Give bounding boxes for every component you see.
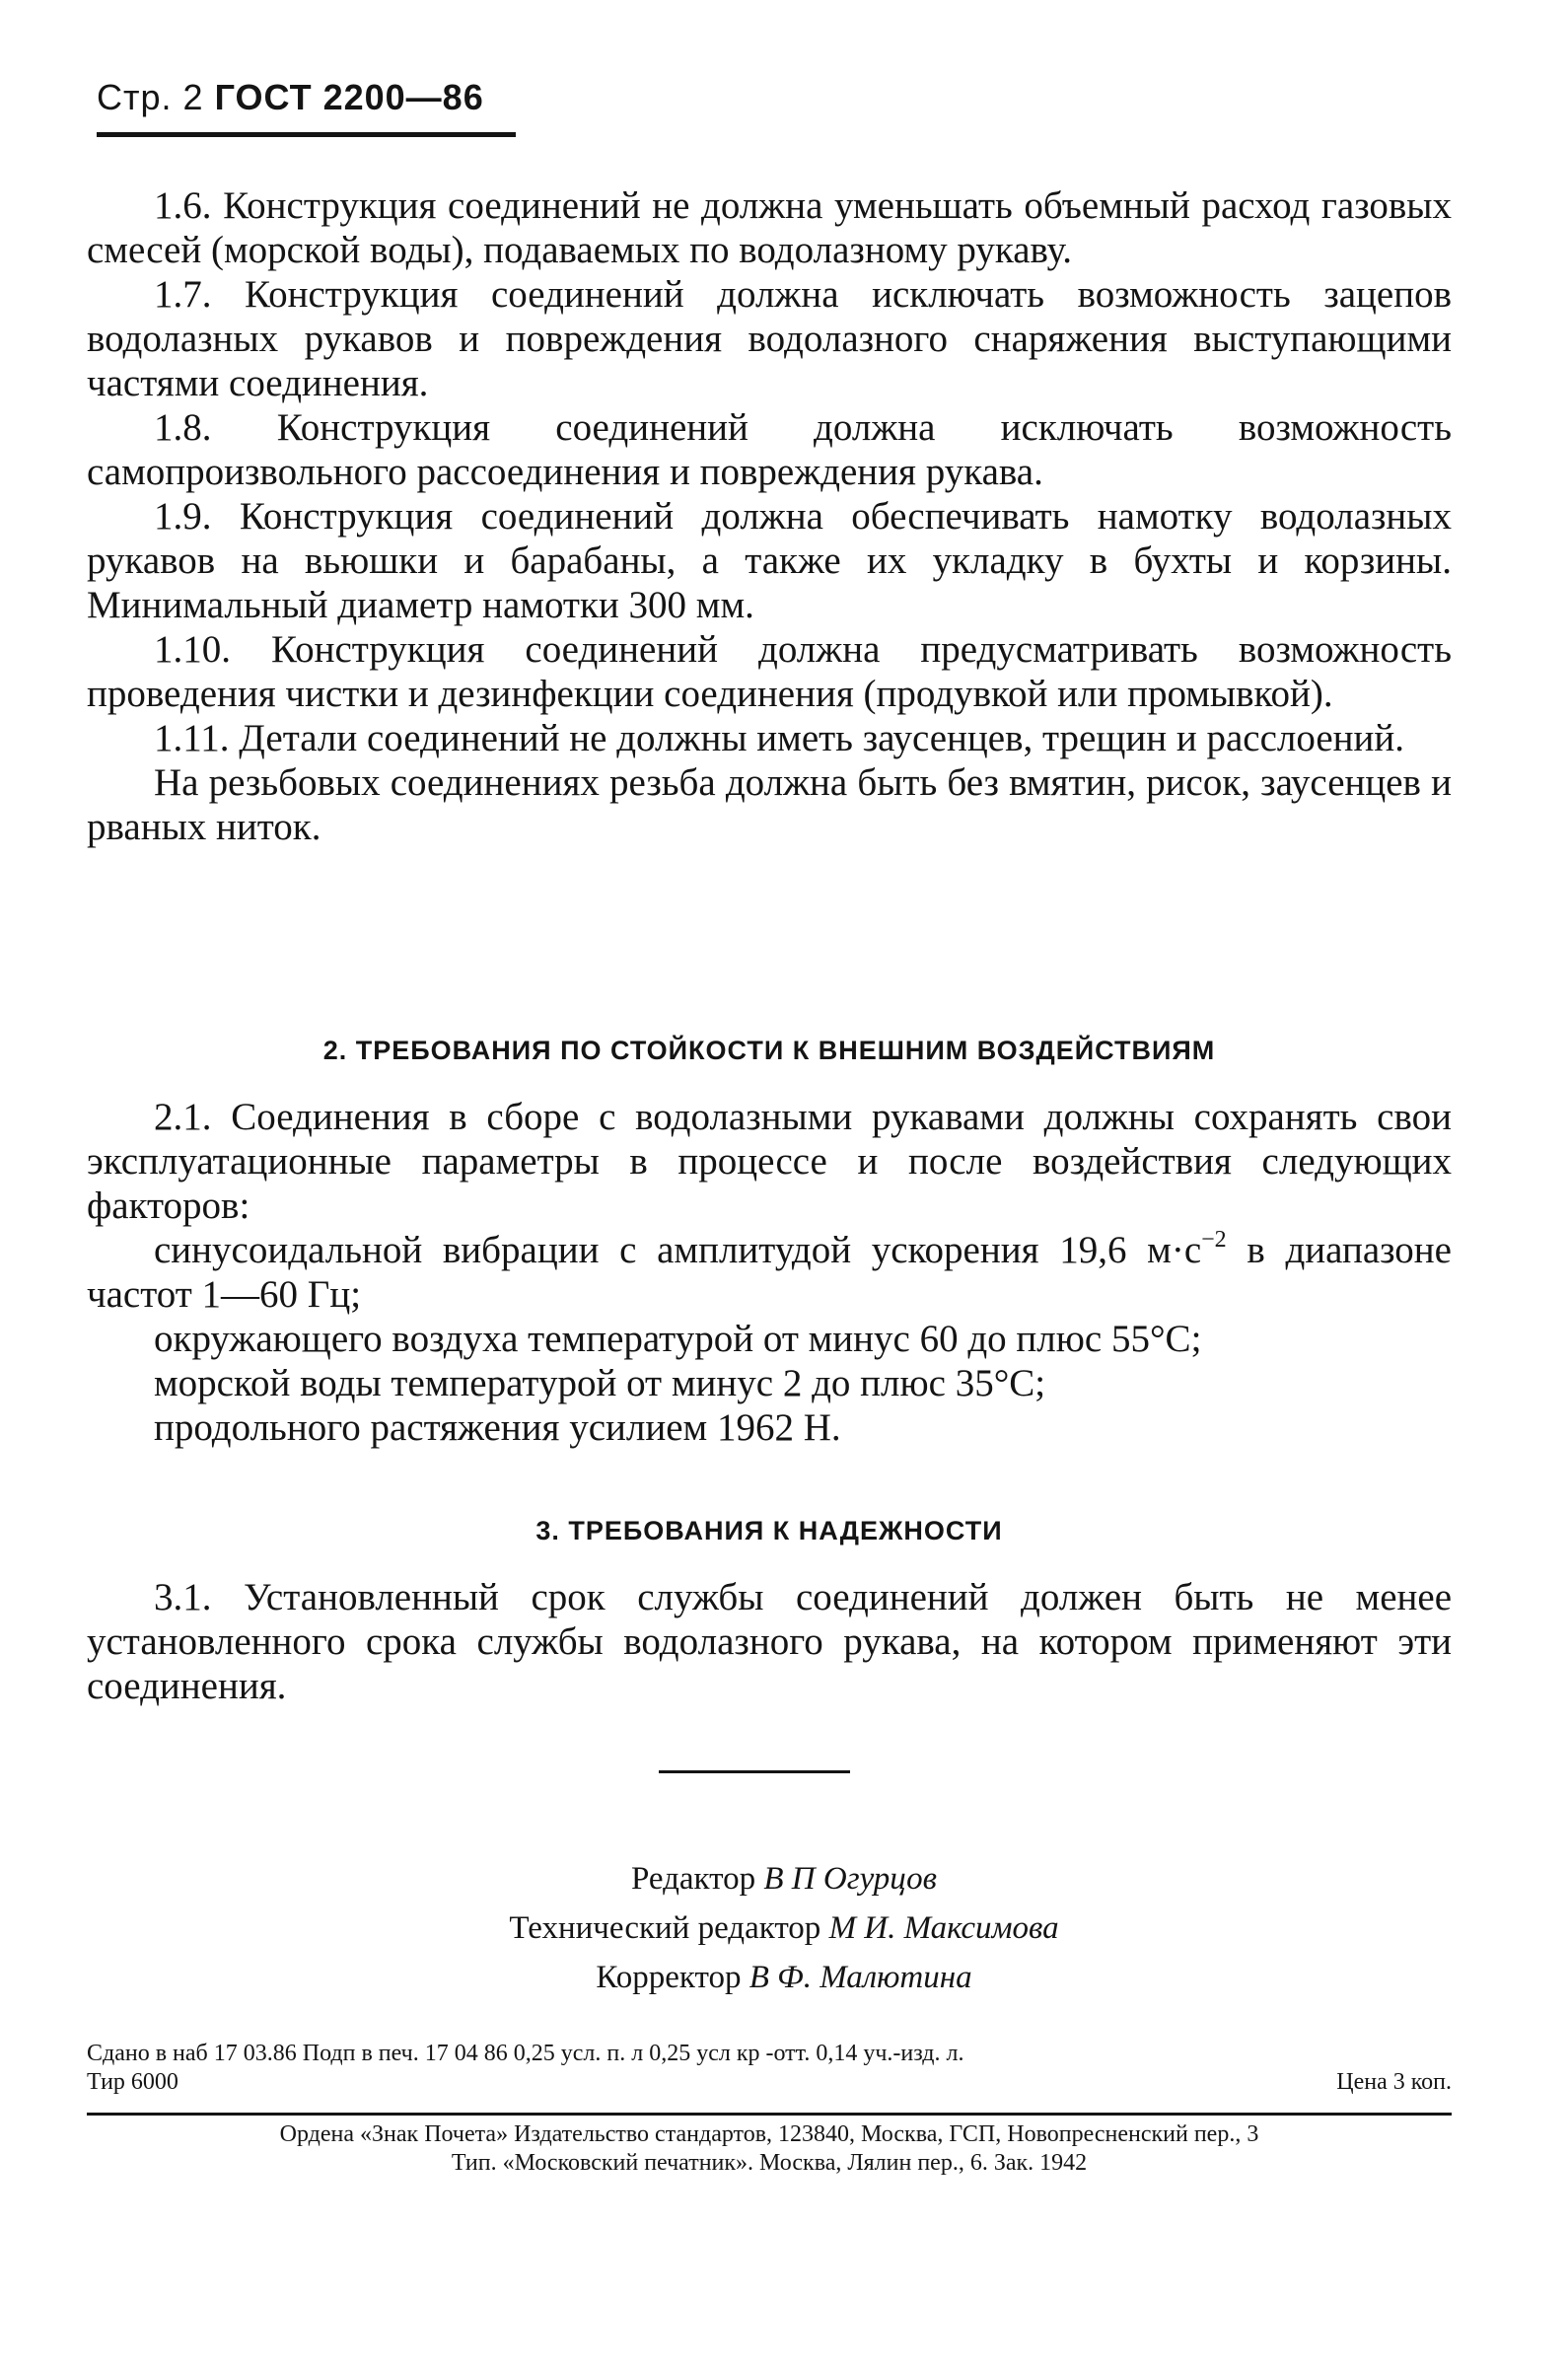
paragraph-3-1: 3.1. Установленный срок службы соединений должен быть не менее установленного срока службы водолазного рукава, на котором применяют эти соединения. (87, 1576, 1452, 1707)
paragraph-2-1: 2.1. Соединения в сборе с водолазными рукавами должны сохранять свои эксплуатационные параметры в процессе и после воздействия следующих факторов: (87, 1096, 1452, 1227)
section-3-body (87, 1575, 1452, 1708)
paragraph-1-10: 1.10. Конструкция соединений должна предусматривать возможность проведения чистки и дезинфекции соединения (продувкой или промывкой). (87, 628, 1452, 715)
section-1-body (87, 183, 1452, 849)
factor-tension: продольного растяжения усилием 1962 Н. (154, 1406, 841, 1449)
publisher-block (87, 2120, 1452, 2178)
print-run: Тир 6000 (87, 2069, 178, 2095)
credit-tech-editor (0, 1903, 1568, 1953)
imprint-rule (87, 2113, 1452, 2116)
page-header (97, 77, 484, 118)
paragraph-1-7: 1.7. Конструкция соединений должна исключать возможность зацепов водолазных рукавов и повреждения водолазного снаряжения выступающими частями соединения. (87, 273, 1452, 404)
credit-editor (0, 1854, 1568, 1903)
imprint-line-1: Сдано в наб 17 03.86 Подп в печ. 17 04 86 0,25 усл. п. л 0,25 усл кр -отт. 0,14 уч.-изд. л. (87, 2041, 964, 2066)
imprint-block (87, 2040, 1452, 2097)
credit-corrector (0, 1953, 1568, 2002)
corrector-role: Корректор (596, 1960, 742, 1995)
section-divider (659, 1770, 850, 1773)
price: Цена 3 коп. (1336, 2069, 1452, 2095)
paragraph-1-8: 1.8. Конструкция соединений должна исключать возможность самопроизвольного рассоединения и повреждения рукава. (87, 406, 1452, 493)
credits-block (0, 1854, 1568, 2002)
paragraph-1-11-threads: На резьбовых соединениях резьба должна быть без вмятин, рисок, заусенцев и рваных ниток. (87, 761, 1452, 848)
paragraph-1-11: 1.11. Детали соединений не должны иметь заусенцев, трещин и расслоений. (154, 717, 1405, 759)
paragraph-1-9: 1.9. Конструкция соединений должна обеспечивать намотку водолазных рукавов на вьюшки и барабаны, а также их укладку в бухты и корзины. Минимальный диаметр намотки 300 мм. (87, 495, 1452, 626)
publisher-line-2: Тип. «Московский печатник». Москва, Лялин пер., 6. Зак. 1942 (451, 2150, 1088, 2176)
header-rule (97, 132, 516, 137)
standard-number: ГОСТ 2200—86 (214, 77, 484, 117)
tech-editor-name: М И. Максимова (828, 1910, 1059, 1946)
factor-air: окружающего воздуха температурой от минус 60 до плюс 55°С; (154, 1318, 1202, 1360)
section-3-heading: 3. ТРЕБОВАНИЯ К НАДЕЖНОСТИ (535, 1516, 1003, 1545)
editor-name: В П Огурцов (763, 1861, 938, 1897)
factor-sea: морской воды температурой от минус 2 до плюс 35°С; (154, 1362, 1046, 1404)
vibration-range: в диапазоне частот 1—60 Гц; (87, 1229, 1452, 1316)
vibration-exponent: −2 (1201, 1227, 1227, 1253)
imprint-line-2 (87, 2068, 1452, 2097)
editor-role: Редактор (630, 1861, 756, 1897)
publisher-line-1: Ордена «Знак Почета» Издательство стандартов, 123840, Москва, ГСП, Новопресненский пер., 3 (279, 2121, 1259, 2147)
page-label: Стр. 2 (97, 77, 204, 117)
paragraph-1-6: 1.6. Конструкция соединений не должна уменьшать объемный расход газовых смесей (морской воды), подаваемых по водолазному рукаву. (87, 184, 1452, 271)
corrector-name: В Ф. Малютина (748, 1960, 972, 1995)
factor-vibration (87, 1228, 1452, 1317)
section-2-heading: 2. ТРЕБОВАНИЯ ПО СТОЙКОСТИ К ВНЕШНИМ ВОЗДЕЙСТВИЯМ (322, 1036, 1216, 1065)
tech-editor-role: Технический редактор (509, 1910, 821, 1946)
vibration-text: синусоидальной вибрации с амплитудой ускорения 19,6 м·с (154, 1229, 1202, 1271)
section-2-body (87, 1095, 1452, 1450)
